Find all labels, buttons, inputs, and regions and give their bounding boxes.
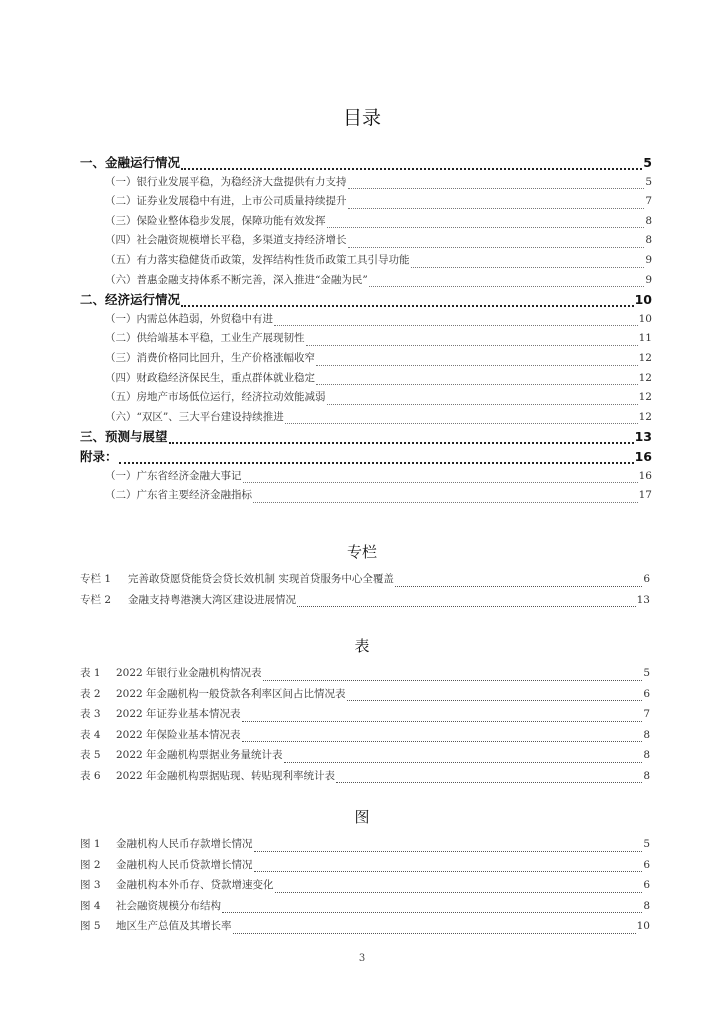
entry-label: （一）内需总体趋弱，外贸稳中有进: [105, 312, 273, 325]
entry-page-number: 10: [634, 292, 652, 308]
list-item[interactable]: [80, 916, 650, 937]
entry-page-number: 16: [634, 448, 652, 464]
entry-title: 完善敢贷愿贷能贷会贷长效机制 实现首贷服务中心全覆盖: [128, 573, 394, 585]
entry-label: [80, 834, 253, 855]
entry-label: [80, 704, 241, 725]
list-item[interactable]: [80, 212, 652, 232]
entry-page-number: 10: [638, 312, 652, 325]
entry-page-number: 6: [643, 687, 650, 700]
list-item[interactable]: [80, 590, 650, 611]
entry-title: 2022 年证券业基本情况表: [116, 708, 241, 720]
entry-page-number: 12: [638, 391, 652, 404]
list-item[interactable]: [80, 427, 652, 447]
list-item[interactable]: [80, 896, 650, 917]
dot-leader: [316, 365, 638, 366]
entry-page-number: 5: [643, 667, 650, 679]
dot-leader: [169, 442, 634, 444]
list-item[interactable]: [80, 447, 652, 467]
dot-leader: [242, 741, 643, 742]
entry-title: 金融机构人民币贷款增长情况: [116, 858, 253, 871]
dot-leader: [274, 325, 638, 326]
dot-leader: [233, 933, 636, 934]
entry-page-number: 8: [643, 899, 650, 912]
list-item[interactable]: [80, 408, 652, 428]
dot-leader: [316, 384, 638, 385]
dot-leader: [181, 168, 642, 170]
dot-leader: [327, 227, 645, 228]
list-item[interactable]: [80, 569, 650, 590]
entry-label: [80, 745, 283, 766]
entry-page-number: 17: [638, 489, 652, 502]
list-item[interactable]: [80, 173, 652, 193]
entry-label: [80, 590, 296, 611]
entry-page-number: 6: [643, 573, 650, 585]
dot-leader: [254, 851, 643, 852]
entry-number: 图 3: [80, 879, 101, 891]
dot-leader: [181, 305, 634, 307]
list-item[interactable]: [80, 349, 652, 369]
entry-number: 图 1: [80, 838, 101, 850]
entry-page-number: 6: [643, 858, 650, 871]
entry-title: 2022 年银行业金融机构情况表: [116, 667, 262, 679]
entry-label: （三）消费价格同比回升，生产价格涨幅收窄: [105, 351, 315, 364]
entry-page-number: 8: [645, 234, 652, 247]
columns-title: 专栏: [346, 543, 377, 561]
entry-page-number: 12: [638, 410, 652, 423]
entry-page-number: 12: [638, 351, 652, 364]
entry-label: 二、经济运行情况: [80, 292, 181, 308]
list-item[interactable]: [80, 725, 650, 746]
list-item[interactable]: [80, 310, 652, 330]
entry-label: [80, 896, 221, 917]
dot-leader: [297, 606, 636, 607]
list-item[interactable]: [80, 875, 650, 896]
entry-page-number: 8: [643, 749, 650, 761]
dot-leader: [243, 482, 638, 483]
entry-number: 专栏 2: [80, 593, 112, 606]
entry-number: 表 2: [80, 687, 101, 700]
dot-leader: [369, 286, 645, 287]
entry-label: （六）“双区”、三大平台建设持续推进: [105, 410, 284, 423]
list-item[interactable]: [80, 684, 650, 705]
entry-label: [80, 569, 394, 590]
dot-leader: [253, 502, 638, 503]
entry-page-number: 8: [643, 769, 650, 782]
list-item[interactable]: [80, 329, 652, 349]
entry-page-number: 13: [634, 429, 652, 445]
entry-label: [80, 766, 335, 787]
entry-label: （一）银行业发展平稳，为稳经济大盘提供有力支持: [105, 175, 347, 188]
page-number: 3: [358, 953, 366, 964]
entry-title: 2022 年金融机构票据业务量统计表: [116, 749, 283, 761]
entry-title: 金融机构本外币存、贷款增速变化: [116, 879, 274, 891]
list-item[interactable]: [80, 663, 650, 684]
entry-label: （三）保险业整体稳步发展，保障功能有效发挥: [105, 214, 326, 227]
entry-page-number: 9: [645, 273, 652, 286]
entry-number: 表 6: [80, 769, 101, 782]
dot-leader: [348, 208, 645, 209]
list-item[interactable]: [80, 388, 652, 408]
entry-label: （四）财政稳经济保民生，重点群体就业稳定: [105, 371, 315, 384]
list-item[interactable]: [80, 290, 652, 310]
entry-page-number: 5: [643, 838, 650, 850]
entry-label: [80, 875, 274, 896]
figures-list: [80, 834, 650, 937]
tables-list: [80, 663, 650, 786]
entry-label: [80, 855, 253, 876]
list-item[interactable]: [80, 231, 652, 251]
entry-label: [80, 663, 262, 684]
list-item[interactable]: [80, 251, 652, 271]
entry-label: （一）广东省经济金融大事记: [105, 469, 242, 482]
entry-label: 一、金融运行情况: [80, 155, 181, 170]
entry-label: （五）房地产市场低位运行，经济拉动效能减弱: [105, 391, 326, 404]
entry-page-number: 5: [645, 175, 652, 188]
entry-number: 表 3: [80, 708, 101, 720]
toc-title: 目录: [342, 107, 381, 129]
entry-number: 表 1: [80, 667, 101, 679]
entry-label: （六）普惠金融支持体系不断完善，深入推进“金融为民”: [105, 273, 368, 286]
entry-title: 地区生产总值及其增长率: [116, 920, 232, 932]
dot-leader: [306, 345, 638, 346]
entry-title: 金融机构人民币存款增长情况: [116, 838, 253, 850]
entry-label: 三、预测与展望: [80, 429, 168, 445]
entry-number: 图 2: [80, 858, 101, 871]
list-item[interactable]: [80, 834, 650, 855]
entry-number: 图 5: [80, 920, 101, 932]
dot-leader: [242, 721, 643, 722]
entry-label: [80, 725, 241, 746]
dot-leader: [336, 782, 642, 783]
entry-title: 2022 年金融机构票据贴现、转贴现利率统计表: [116, 769, 336, 782]
toc-list: [80, 153, 652, 506]
list-item[interactable]: [80, 153, 652, 173]
dot-leader: [285, 423, 638, 424]
entry-page-number: 8: [643, 728, 650, 741]
columns-list: [80, 569, 650, 610]
dot-leader: [284, 762, 643, 763]
list-item[interactable]: [80, 766, 650, 787]
entry-page-number: 8: [645, 214, 652, 227]
entry-page-number: 12: [638, 371, 652, 384]
entry-title: 2022 年保险业基本情况表: [116, 728, 241, 741]
dot-leader: [275, 892, 643, 893]
dot-leader: [347, 700, 643, 701]
list-item[interactable]: [80, 369, 652, 389]
entry-number: 表 5: [80, 749, 101, 761]
list-item[interactable]: [80, 486, 652, 506]
dot-leader: [254, 871, 643, 872]
entry-page-number: 13: [636, 593, 650, 606]
entry-title: 2022 年金融机构一般贷款各利率区间占比情况表: [116, 687, 346, 700]
dot-leader: [395, 586, 642, 587]
entry-page-number: 5: [643, 155, 652, 170]
list-item[interactable]: [80, 271, 652, 291]
entry-title: 社会融资规模分布结构: [116, 899, 221, 912]
entry-title: 金融支持粤港澳大湾区建设进展情况: [128, 593, 296, 606]
entry-label: （五）有力落实稳健货币政策，发挥结构性货币政策工具引导功能: [105, 253, 410, 266]
entry-page-number: 7: [645, 195, 652, 208]
entry-page-number: 9: [645, 253, 652, 266]
entry-label: （二）供给端基本平稳，工业生产展现韧性: [105, 332, 305, 345]
entry-label: （二）广东省主要经济金融指标: [105, 489, 252, 502]
entry-page-number: 7: [643, 708, 650, 720]
list-item[interactable]: [80, 192, 652, 212]
dot-leader: [348, 188, 645, 189]
entry-page-number: 16: [638, 469, 652, 482]
dot-leader: [222, 912, 642, 913]
entry-label: [80, 916, 232, 937]
dot-leader: [119, 462, 634, 464]
entry-number: 表 4: [80, 728, 101, 741]
tables-title: 表: [354, 637, 370, 655]
list-item[interactable]: [80, 704, 650, 725]
entry-label: （二）证券业发展稳中有进，上市公司质量持续提升: [105, 195, 347, 208]
entry-page-number: 11: [638, 332, 652, 345]
list-item[interactable]: [80, 855, 650, 876]
list-item[interactable]: [80, 467, 652, 487]
entry-label: （四）社会融资规模增长平稳，多渠道支持经济增长: [105, 234, 347, 247]
entry-label: 附录：: [80, 448, 118, 464]
figures-title: 图: [354, 808, 370, 826]
entry-number: 专栏 1: [80, 573, 112, 585]
dot-leader: [327, 404, 638, 405]
entry-page-number: 10: [636, 920, 650, 932]
dot-leader: [263, 680, 643, 681]
dot-leader: [348, 247, 645, 248]
list-item[interactable]: [80, 745, 650, 766]
dot-leader: [411, 267, 645, 268]
entry-label: [80, 684, 346, 705]
entry-number: 图 4: [80, 899, 101, 912]
entry-page-number: 6: [643, 879, 650, 891]
